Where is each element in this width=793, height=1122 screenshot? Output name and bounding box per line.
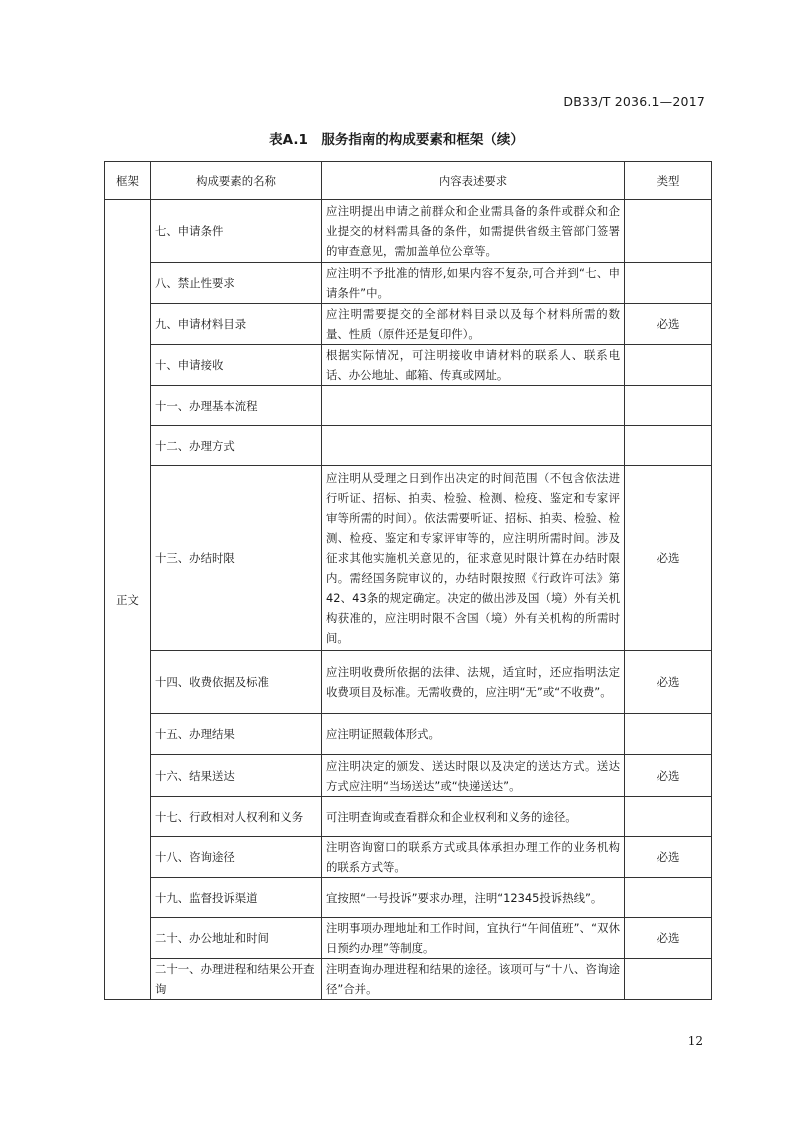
- element-name: 十五、办理结果: [151, 714, 322, 755]
- table-row: [105, 386, 712, 426]
- type-cell: 必选: [625, 304, 712, 345]
- type-cell: 必选: [625, 651, 712, 714]
- col-header-content-requirement: 内容表述要求: [322, 162, 625, 200]
- content-requirement: 应注明证照载体形式。: [322, 714, 625, 755]
- table-row: [105, 466, 712, 651]
- type-cell: [625, 345, 712, 386]
- table-row: [105, 918, 712, 959]
- type-cell: 必选: [625, 755, 712, 797]
- content-requirement: 注明咨询窗口的联系方式或具体承担办理工作的业务机构的联系方式等。: [322, 837, 625, 878]
- type-cell: [625, 386, 712, 426]
- col-header-element-name: 构成要素的名称: [151, 162, 322, 200]
- type-cell: 必选: [625, 466, 712, 651]
- type-cell: [625, 263, 712, 304]
- type-cell: [625, 426, 712, 466]
- spec-table: [104, 161, 712, 1000]
- element-name: 二十、办公地址和时间: [151, 918, 322, 959]
- table-caption: 表A.1 服务指南的构成要素和框架（续）: [269, 132, 524, 148]
- table-row: [105, 651, 712, 714]
- content-requirement: 应注明收费所依据的法律、法规，适宜时，还应指明法定收费项目及标准。无需收费的，应注明“无”或“不收费”。: [322, 651, 625, 714]
- type-cell: [625, 878, 712, 918]
- table-row: [105, 878, 712, 918]
- type-cell: [625, 797, 712, 837]
- col-header-frame: 框架: [105, 162, 151, 200]
- col-header-type: 类型: [625, 162, 712, 200]
- content-requirement: 应注明提出申请之前群众和企业需具备的条件或群众和企业提交的材料需具备的条件，如需提供省级主管部门签署的审查意见，需加盖单位公章等。: [322, 200, 625, 263]
- type-cell: 必选: [625, 837, 712, 878]
- element-name: 十二、办理方式: [151, 426, 322, 466]
- content-requirement: [322, 386, 625, 426]
- element-name: 十六、结果送达: [151, 755, 322, 797]
- content-requirement: 注明查询办理进程和结果的途径。该项可与“十八、咨询途径”合并。: [322, 959, 625, 1000]
- table-row: [105, 714, 712, 755]
- content-requirement: [322, 426, 625, 466]
- table-row: [105, 304, 712, 345]
- element-name: 十九、监督投诉渠道: [151, 878, 322, 918]
- table-row: [105, 263, 712, 304]
- element-name: 十、申请接收: [151, 345, 322, 386]
- table-row: [105, 345, 712, 386]
- element-name: 十四、收费依据及标准: [151, 651, 322, 714]
- element-name: 八、禁止性要求: [151, 263, 322, 304]
- element-name: 二十一、办理进程和结果公开查询: [151, 959, 322, 1000]
- table-row: [105, 797, 712, 837]
- content-requirement: 可注明查询或查看群众和企业权利和义务的途径。: [322, 797, 625, 837]
- type-cell: [625, 959, 712, 1000]
- content-requirement: 根据实际情况，可注明接收申请材料的联系人、联系电话、办公地址、邮箱、传真或网址。: [322, 345, 625, 386]
- element-name: 十一、办理基本流程: [151, 386, 322, 426]
- header-row: [105, 162, 712, 200]
- content-requirement: 应注明不予批准的情形,如果内容不复杂,可合并到“七、申请条件”中。: [322, 263, 625, 304]
- table-row: [105, 200, 712, 263]
- type-cell: [625, 200, 712, 263]
- element-name: 十八、咨询途径: [151, 837, 322, 878]
- table-row: [105, 959, 712, 1000]
- content-requirement: 应注明决定的颁发、送达时限以及决定的送达方式。送达方式应注明“当场送达”或“快递送达”。: [322, 755, 625, 797]
- content-requirement: 注明事项办理地址和工作时间，宜执行“午间值班”、“双休日预约办理”等制度。: [322, 918, 625, 959]
- table-row: [105, 755, 712, 797]
- standard-number: DB33/T 2036.1—2017: [563, 94, 705, 109]
- element-name: 十七、行政相对人权利和义务: [151, 797, 322, 837]
- table-row: [105, 837, 712, 878]
- table-row: [105, 426, 712, 466]
- element-name: 九、申请材料目录: [151, 304, 322, 345]
- content-requirement: 应注明需要提交的全部材料目录以及每个材料所需的数量、性质（原件还是复印件）。: [322, 304, 625, 345]
- page-number: 12: [687, 1034, 703, 1048]
- type-cell: [625, 714, 712, 755]
- element-name: 七、申请条件: [151, 200, 322, 263]
- element-name: 十三、办结时限: [151, 466, 322, 651]
- content-requirement: 应注明从受理之日到作出决定的时间范围（不包含依法进行听证、招标、拍卖、检验、检测、检疫、鉴定和专家评审等所需的时间）。依法需要听证、招标、拍卖、检验、检测、检疫、鉴定和专家评审等的，应注明所需时间。涉及征求其他实施机关意见的，征求意见时限计算在办结时限内。需经国务院审议的，办结时限按照《行政许可法》第42、43条的规定确定。决定的做出涉及国（境）外有关机构获准的，应注明时限不含国（境）外有关机构的所需时间。: [322, 466, 625, 651]
- type-cell: 必选: [625, 918, 712, 959]
- content-requirement: 宜按照“一号投诉”要求办理，注明“12345投诉热线”。: [322, 878, 625, 918]
- frame-cell: 正文: [105, 200, 151, 1000]
